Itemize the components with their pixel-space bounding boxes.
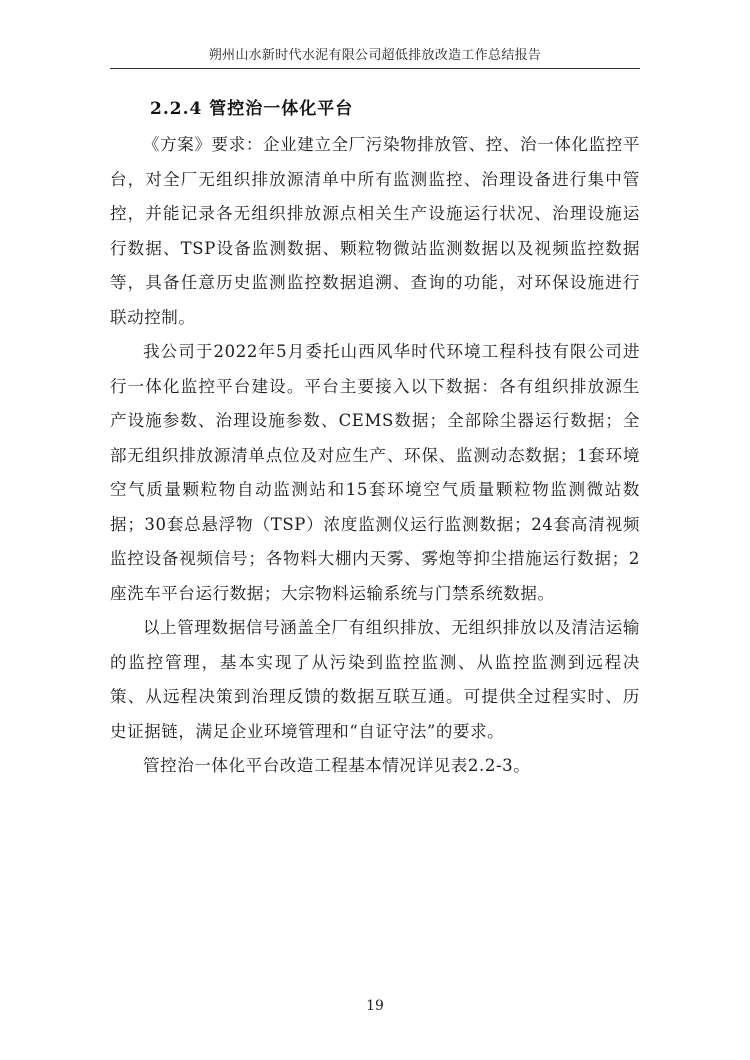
paragraph-platform-construction: 我公司于2022年5月委托山西风华时代环境工程科技有限公司进行一体化监控平台建设。平台主要接入以下数据：各有组织排放源生产设施参数、治理设施参数、CEMS数据；全部除尘器运行数据；全部无组织排放源清单点位及对应生产、环保、监测动态数据；1套环境空气质量颗粒物自动监测站和15套环境空气质量颗粒物监测微站数据；30套总悬浮物（TSP）浓度监测仪运行监测数据；24套高清视频监控设备视频信号；各物料大棚内天雾、雾炮等抑尘措施运行数据；2座洗车平台运行数据；大宗物料运输系统与门禁系统数据。	[110, 342, 640, 603]
page-header-title: 朔州山水新时代水泥有限公司超低排放改造工作总结报告	[208, 48, 542, 63]
paragraph-requirement: 《方案》要求：企业建立全厂污染物排放管、控、治一体化监控平台，对全厂无组织排放源清单中所有监测监控、治理设备进行集中管控，并能记录各无组织排放源点相关生产设施运行状况、治理设施运行数据、TSP设备监测数据、颗粒物微站监测数据以及视频监控数据等，具备任意历史监测监控数据追溯、查询的功能，对环保设施进行联动控制。	[110, 135, 640, 327]
body-text	[110, 128, 640, 784]
page-number: 19	[366, 998, 384, 1014]
paragraph-table-reference: 管控治一体化平台改造工程基本情况详见表2.2-3。	[143, 756, 531, 775]
paragraph-management-coverage: 以上管理数据信号涵盖全厂有组织排放、无组织排放以及清洁运输的监控管理，基本实现了从污染到监控监测、从监控监测到远程决策、从远程决策到治理反馈的数据互联互通。可提供全过程实时、历史证据链，满足企业环境管理和“自证守法”的要求。	[110, 618, 640, 741]
header-divider	[110, 68, 640, 69]
section-heading: 2.2.4 管控治一体化平台	[150, 99, 354, 119]
